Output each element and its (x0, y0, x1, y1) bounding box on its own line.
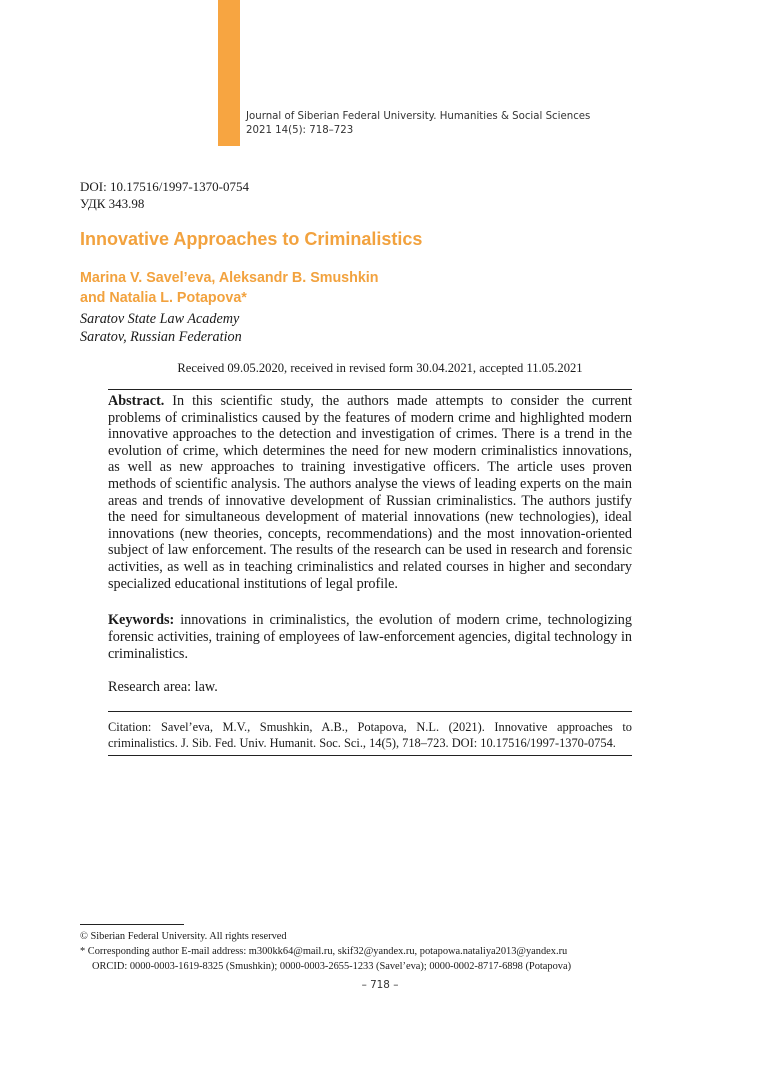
citation-top-rule (108, 711, 632, 712)
abstract (108, 393, 632, 592)
udk: УДК 343.98 (80, 196, 145, 211)
journal-issue: 2021 14(5): 718–723 (246, 125, 354, 136)
footnotes (80, 930, 571, 974)
page-number: – 718 – (361, 979, 399, 991)
abstract-text: In this scientific study, the authors made attempts to consider the current problems of criminalistics caused by the features of modern crime and highlighted modern innovative approaches to the detection and investigation of crimes. There is a trend in the evolution of crime, which determines the need for new modern criminalistics innovations, as well as new approaches to training investigative officers. The article uses proven methods of scientific analysis. The authors analyse the views of leading experts on the main areas and trends of innovative development of Russian criminalistics. The authors justify the need for simultaneous development of material innovations (new technologies), ideal innovations (new theories, concepts, recommendations) and the most innovation-oriented subject of law enforcement. The results of the research can be used in research and forensic activities, as well as in teaching criminalistics and related courses in higher and secondary specialized educational institutions of legal profile. (108, 393, 632, 592)
doi: DOI: 10.17516/1997-1370-0754 (80, 179, 249, 194)
research-area: Research area: law. (108, 679, 218, 695)
keywords-text: innovations in criminalistics, the evolution of modern crime, technologizing forensic activities, training of employees of law-enforcement agencies, digital technology in criminalistics. (108, 612, 632, 662)
abstract-top-rule (108, 389, 632, 390)
authors (80, 268, 379, 308)
article-title: Innovative Approaches to Criminalistics (80, 229, 423, 249)
footnote-rule (80, 924, 184, 925)
citation-bottom-rule (108, 755, 632, 756)
orcid-note: ORCID: 0000-0003-1619-8325 (Smushkin); 0000-0003-2655-1233 (Savel’eva); 0000-0002-8717-6898 (Potapova) (92, 960, 572, 972)
authors-line-2: and Natalia L. Potapova* (80, 290, 247, 306)
keywords (108, 612, 632, 663)
affiliation (80, 310, 242, 346)
article-meta (80, 178, 249, 212)
journal-name: Journal of Siberian Federal University. Humanities & Social Sciences (246, 111, 591, 122)
affiliation-institution: Saratov State Law Academy (80, 311, 240, 327)
copyright-note: © Siberian Federal University. All rights reserved (80, 931, 287, 942)
authors-line-1: Marina V. Savel’eva, Aleksandr B. Smushkin (80, 270, 379, 286)
journal-header (246, 110, 590, 138)
received-dates: Received 09.05.2020, received in revised form 30.04.2021, accepted 11.05.2021 (177, 361, 583, 375)
keywords-label: Keywords: (108, 612, 175, 628)
journal-accent-bar (218, 0, 240, 146)
affiliation-location: Saratov, Russian Federation (80, 329, 242, 345)
abstract-label: Abstract. (108, 393, 165, 409)
citation: Citation: Savel’eva, M.V., Smushkin, A.B., Potapova, N.L. (2021). Innovative approaches to criminalistics. J. Sib. Fed. Univ. Humanit. Soc. Sci., 14(5), 718–723. DOI: 10.17516/1997-1370-0754. (108, 720, 632, 750)
corresponding-author-note: * Corresponding author E-mail address: m300kk64@mail.ru, skif32@yandex.ru, potapowa.nataliya2013@yandex.ru (80, 945, 568, 957)
